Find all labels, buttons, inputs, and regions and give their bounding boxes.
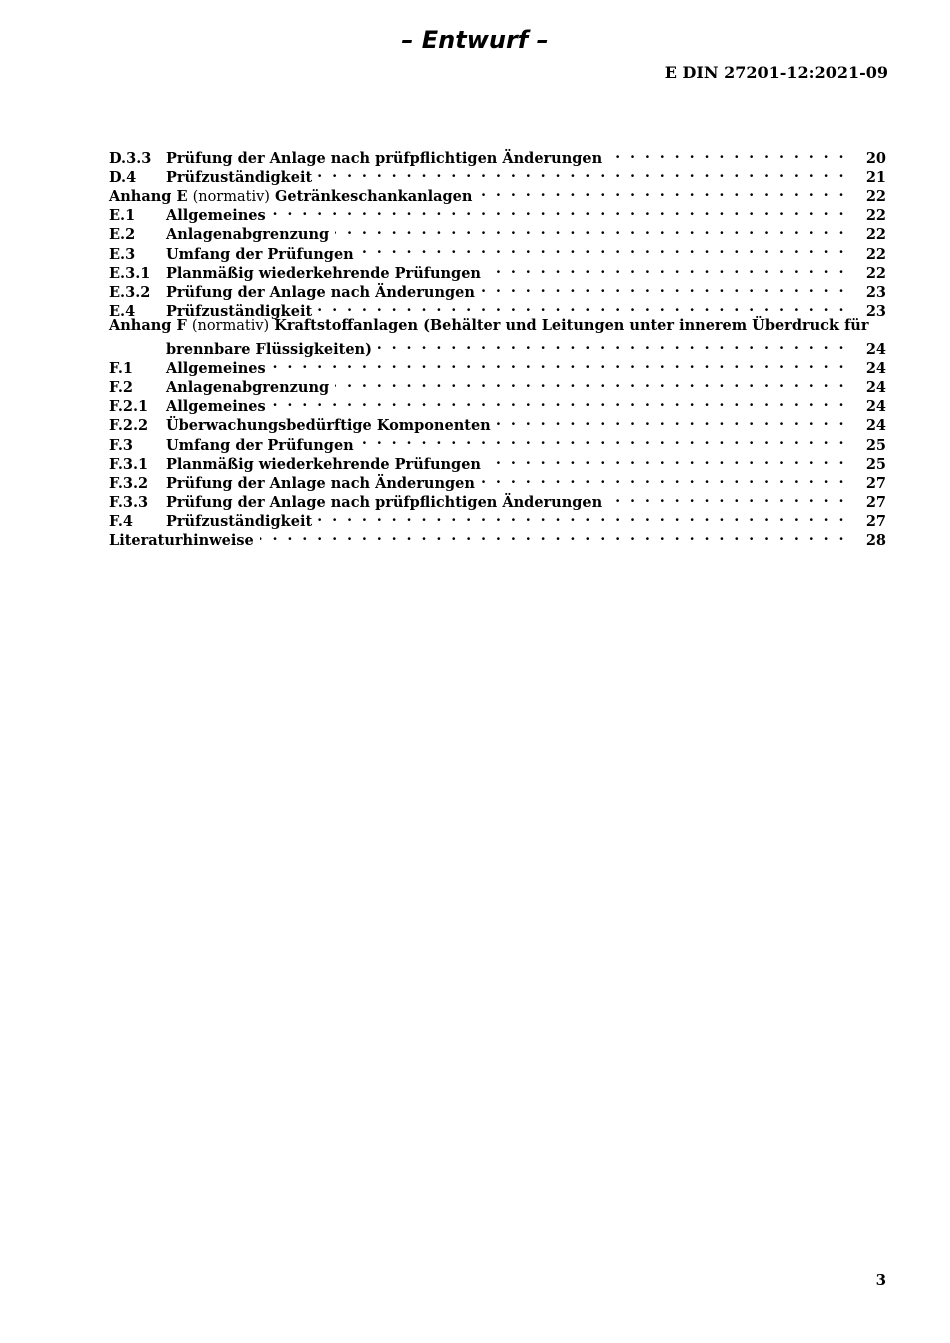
toc-dot-leader (608, 144, 846, 163)
toc-dot-leader (335, 220, 846, 239)
toc-entry-title: Prüfung der Anlage nach prüfpflichtigen Änderungen (166, 493, 603, 511)
toc-entry-title: Prüfzuständigkeit (166, 169, 313, 187)
toc-dot-leader (478, 182, 846, 201)
toc-entry-page: 28 (865, 531, 886, 549)
toc-entry-page: 22 (865, 188, 886, 206)
toc-entry-number: F.1 (109, 360, 133, 378)
draft-banner: – Entwurf – (401, 26, 549, 54)
toc-entry[interactable] (109, 278, 886, 301)
toc-entry[interactable] (109, 430, 886, 454)
toc-entry[interactable] (109, 392, 886, 416)
toc-dot-leader (481, 278, 846, 297)
toc-dot-leader (487, 259, 846, 278)
toc-entry[interactable] (109, 469, 886, 492)
toc-dot-leader (318, 163, 846, 182)
annex-title: Getränkeschankanlagen (275, 188, 473, 206)
toc-entry[interactable] (109, 220, 886, 244)
toc-entry-number: F.3 (109, 436, 133, 454)
toc-entry-page: 24 (865, 341, 886, 359)
toc-entry-title: Prüfung der Anlage nach Änderungen (166, 283, 475, 301)
toc-entry-page: 27 (865, 493, 886, 511)
toc-dot-leader (360, 239, 846, 258)
toc-entry-title: Planmäßig wiederkehrende Prüfungen (166, 455, 481, 473)
toc-entry-page: 24 (865, 379, 886, 397)
page-number: 3 (875, 1271, 886, 1289)
toc-entry-bibliography[interactable] (109, 526, 886, 549)
toc-entry[interactable] (109, 411, 886, 435)
toc-dot-leader (487, 450, 846, 469)
toc-dot-leader (318, 297, 846, 316)
toc-entry-number: E.3.2 (109, 283, 151, 301)
toc-entry[interactable] (109, 373, 886, 397)
toc-entry[interactable] (109, 259, 886, 282)
toc-dot-leader (335, 373, 846, 392)
toc-entry-title: Literaturhinweise (109, 531, 254, 549)
toc-entry-number: F.4 (109, 512, 133, 530)
toc-entry-number: E.4 (109, 302, 136, 320)
toc-entry[interactable] (109, 507, 886, 530)
toc-entry[interactable] (109, 163, 886, 187)
toc-dot-leader (260, 526, 846, 545)
toc-entry[interactable] (109, 488, 886, 511)
toc-entry-number: F.2 (109, 379, 133, 397)
toc-entry-number: F.3.3 (109, 493, 149, 511)
toc-entry-number: E.3.1 (109, 264, 151, 282)
toc-entry-page: 22 (865, 264, 886, 282)
toc-entry-annex-f[interactable] (109, 316, 886, 359)
toc-entry-number: D.4 (109, 169, 137, 187)
toc-entry-page: 22 (865, 226, 886, 244)
toc-entry-title-line2 (109, 335, 886, 359)
toc-entry-title: Prüfzuständigkeit (166, 512, 313, 530)
toc-entry-title: Prüfzuständigkeit (166, 302, 313, 320)
toc-dot-leader (272, 354, 846, 373)
toc-entry-page: 22 (865, 245, 886, 263)
toc-entry[interactable] (109, 201, 886, 225)
toc-entry-number: F.2.2 (109, 417, 149, 435)
toc-entry-page: 22 (865, 207, 886, 225)
toc-entry[interactable] (109, 144, 886, 168)
toc-entry-title: Überwachungsbedürftige Komponenten (166, 417, 491, 435)
toc-dot-leader (497, 411, 846, 430)
toc-entry[interactable] (109, 239, 886, 263)
toc-entry-annex-e[interactable] (109, 182, 886, 206)
toc-entry[interactable] (109, 354, 886, 378)
toc-entry-number: D.3.3 (109, 150, 152, 168)
toc-dot-leader (272, 392, 846, 411)
toc-entry-title: Allgemeines (166, 398, 266, 416)
toc-entry-page: 23 (865, 283, 886, 301)
toc-entry-title: Prüfung der Anlage nach prüfpflichtigen Änderungen (166, 150, 603, 168)
toc-entry-title: Umfang der Prüfungen (166, 245, 354, 263)
toc-entry-page: 25 (865, 436, 886, 454)
toc-dot-leader (360, 430, 846, 449)
toc-entry-title: Anlagenabgrenzung (166, 226, 330, 244)
toc-entry-title: Prüfung der Anlage nach Änderungen (166, 474, 475, 492)
toc-entry-page: 23 (865, 302, 886, 320)
toc-entry[interactable] (109, 450, 886, 473)
annex-label: Anhang F (109, 316, 187, 334)
annex-label: Anhang E (109, 188, 188, 206)
toc-entry-title: Umfang der Prüfungen (166, 436, 354, 454)
annex-qualifier: (normativ) (191, 317, 270, 334)
toc-entry-number: F.3.1 (109, 455, 149, 473)
toc-entry-title: Planmäßig wiederkehrende Prüfungen (166, 264, 481, 282)
toc-dot-leader (272, 201, 846, 220)
table-of-contents (109, 144, 886, 549)
toc-dot-leader (481, 469, 846, 488)
toc-entry-number: E.1 (109, 207, 136, 225)
toc-entry-page: 20 (865, 150, 886, 168)
annex-title: Kraftstoffanlagen (Behälter und Leitungen unter innerem Überdruck für (274, 316, 869, 334)
toc-entry-title: Allgemeines (166, 207, 266, 225)
annex-qualifier: (normativ) (192, 189, 270, 206)
toc-entry[interactable] (109, 297, 886, 320)
toc-entry-page: 25 (865, 455, 886, 473)
toc-entry-number: F.2.1 (109, 398, 149, 416)
annex-title-continuation: brennbare Flüssigkeiten) (166, 341, 372, 359)
toc-entry-page: 27 (865, 512, 886, 530)
toc-entry-page: 21 (865, 169, 886, 187)
toc-entry-number: E.2 (109, 226, 136, 244)
toc-entry-page: 24 (865, 398, 886, 416)
toc-entry-title: Allgemeines (166, 360, 266, 378)
toc-dot-leader (378, 335, 846, 354)
toc-entry-page: 24 (865, 360, 886, 378)
toc-entry-title: Anlagenabgrenzung (166, 379, 330, 397)
document-id: E DIN 27201-12:2021-09 (664, 63, 888, 82)
toc-entry-number: F.3.2 (109, 474, 149, 492)
toc-entry-page: 27 (865, 474, 886, 492)
toc-entry-page: 24 (865, 417, 886, 435)
toc-dot-leader (608, 488, 846, 507)
toc-dot-leader (318, 507, 846, 526)
toc-entry-number: E.3 (109, 245, 136, 263)
